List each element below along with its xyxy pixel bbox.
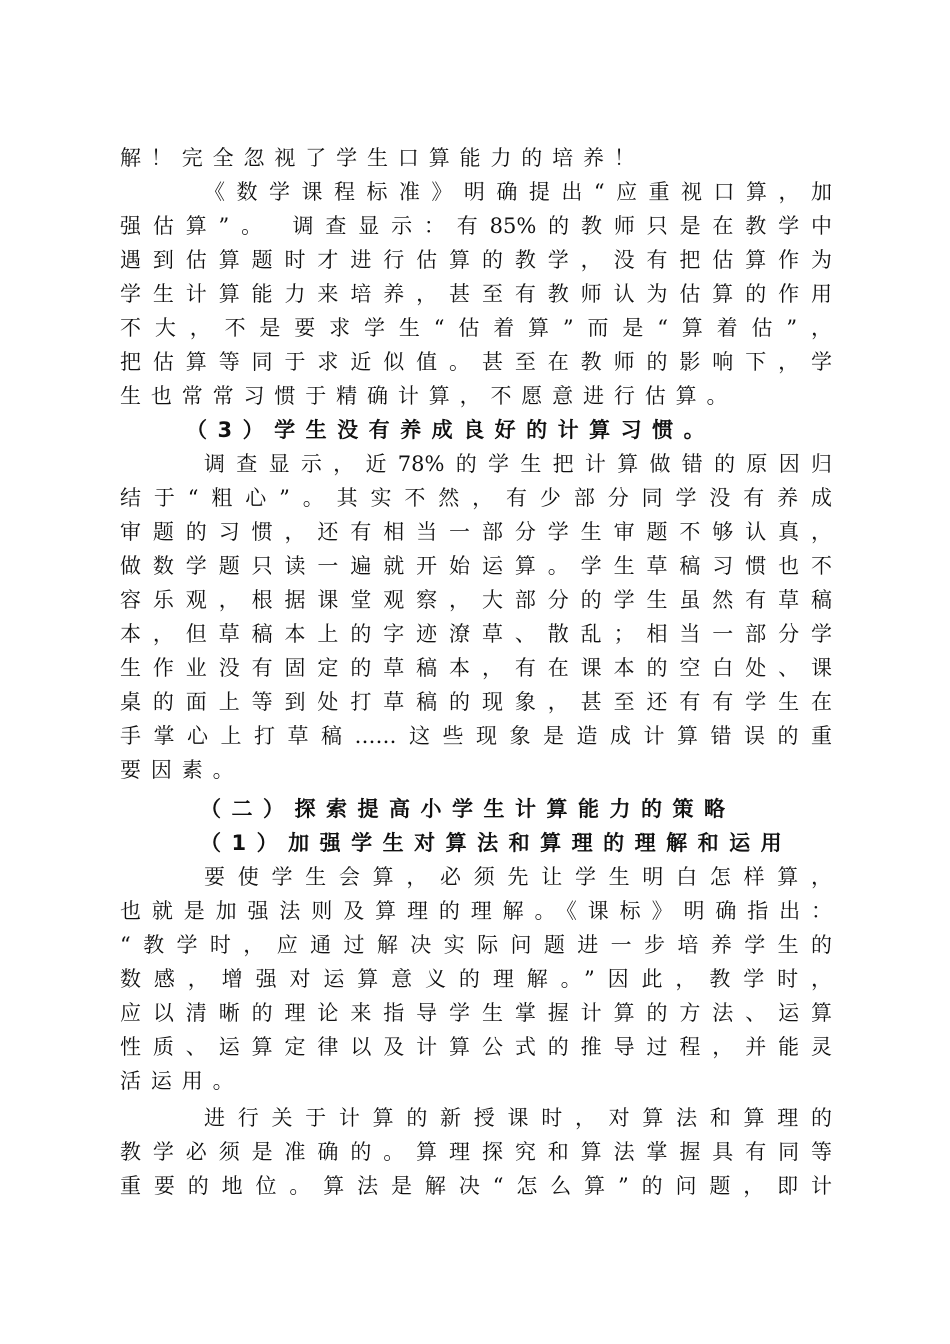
body-text-line: 生也常常习惯于精确计算，不愿意进行估算。 (120, 384, 738, 408)
body-text-line: 不大，不是要求学生“估着算”而是“算着估”， (120, 316, 832, 340)
body-text-line: “教学时，应通过解决实际问题进一步培养学生的 (120, 933, 832, 957)
body-text-line: 解！完全忽视了学生口算能力的培养！ (120, 146, 645, 170)
body-text-line: 审题的习惯，还有相当一部分学生审题不够认真， (120, 520, 832, 544)
body-text-line: 结于“粗心”。其实不然，有少部分同学没有养成 (120, 486, 832, 510)
body-text-line: 强估算”。 调查显示：有85%的教师只是在教学中 (120, 214, 832, 238)
paragraph-first-line: 《数学课程标准》明确提出“应重视口算，加 (204, 180, 832, 204)
body-text-line: 生作业没有固定的草稿本，有在课本的空白处、课 (120, 656, 832, 680)
section-heading: （二）探索提高小学生计算能力的策略 (200, 797, 736, 821)
paragraph-first-line: 调查显示，近78%的学生把计算做错的原因归 (204, 452, 832, 476)
paragraph-first-line: 进行关于计算的新授课时，对算法和算理的 (204, 1106, 832, 1130)
body-text-line: 数感，增强对运算意义的理解。”因此，教学时， (120, 967, 832, 991)
body-text-line: 桌的面上等到处打草稿的现象，甚至还有有学生在 (120, 690, 832, 714)
body-text-line: 把估算等同于求近似值。甚至在教师的影响下，学 (120, 350, 832, 374)
body-text-line: 学生计算能力来培养，甚至有教师认为估算的作用 (120, 282, 832, 306)
subsection-heading: （1）加强学生对算法和算理的理解和运用 (200, 831, 793, 855)
body-text-line: 容乐观，根据课堂观察，大部分的学生虽然有草稿 (120, 588, 832, 612)
body-text-line: 性质、运算定律以及计算公式的推导过程，并能灵 (120, 1035, 832, 1059)
body-text-line: 要因素。 (120, 758, 244, 782)
body-text-line: 活运用。 (120, 1069, 244, 1093)
body-text-line: 做数学题只读一遍就开始运算。学生草稿习惯也不 (120, 554, 832, 578)
body-text-line: 也就是加强法则及算理的理解。《课标》明确指出： (120, 899, 832, 923)
body-text-line: 教学必须是准确的。算理探究和算法掌握具有同等 (120, 1140, 832, 1164)
body-text-line: 重要的地位。算法是解决“怎么算”的问题，即计 (120, 1174, 832, 1198)
paragraph-first-line: 要使学生会算，必须先让学生明白怎样算， (204, 865, 832, 889)
body-text-line: 本，但草稿本上的字迹潦草、散乱；相当一部分学 (120, 622, 832, 646)
body-text-line: 手掌心上打草稿……这些现象是造成计算错误的重 (120, 724, 832, 748)
body-text-line: 应以清晰的理论来指导学生掌握计算的方法、运算 (120, 1001, 832, 1025)
subsection-heading: （3）学生没有养成良好的计算习惯。 (186, 418, 716, 442)
body-text-line: 遇到估算题时才进行估算的教学，没有把估算作为 (120, 248, 832, 272)
